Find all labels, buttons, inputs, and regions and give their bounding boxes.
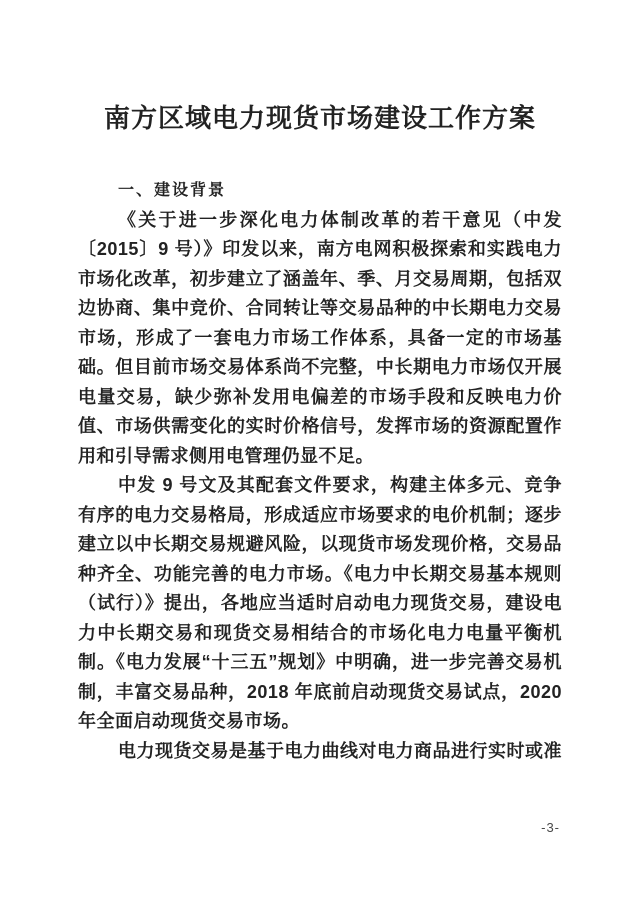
document-body [78, 206, 562, 767]
paragraph-background-2: 中发 9 号文及其配套文件要求，构建主体多元、竞争有序的电力交易格局，形成适应市场要求的电价机制；逐步建立以中长期交易规避风险，以现货市场发现价格，交易品种齐全、功能完善的电力市场。《电力中长期交易基本规则（试行）》提出，各地应当适时启动电力现货交易，建设电力中长期交易和现货交易相结合的市场化电力电量平衡机制。《电力发展“十三五”规划》中明确，进一步完善交易机制，丰富交易品种，2018 年底前启动现货交易试点，2020 年全面启动现货交易市场。 [78, 475, 562, 731]
section-heading: 一、建设背景 [118, 182, 227, 199]
paragraph-background-1: 《关于进一步深化电力体制改革的若干意见（中发〔2015〕9 号）》印发以来，南方电网积极探索和实践电力市场化改革，初步建立了涵盖年、季、月交易周期，包括双边协商、集中竞价、合同转让等交易品种的中长期电力交易市场，形成了一套电力市场工作体系，具备一定的市场基础。但目前市场交易体系尚不完整，中长期电力市场仅开展电量交易，缺少弥补发用电偏差的市场手段和反映电力价值、市场供需变化的实时价格信号，发挥市场的资源配置作用和引导需求侧用电管理仍显不足。 [78, 209, 562, 466]
document-title: 南方区域电力现货市场建设工作方案 [103, 103, 536, 133]
page-number: -3- [541, 820, 560, 835]
paragraph-background-3: 电力现货交易是基于电力曲线对电力商品进行实时或准 [118, 740, 562, 761]
